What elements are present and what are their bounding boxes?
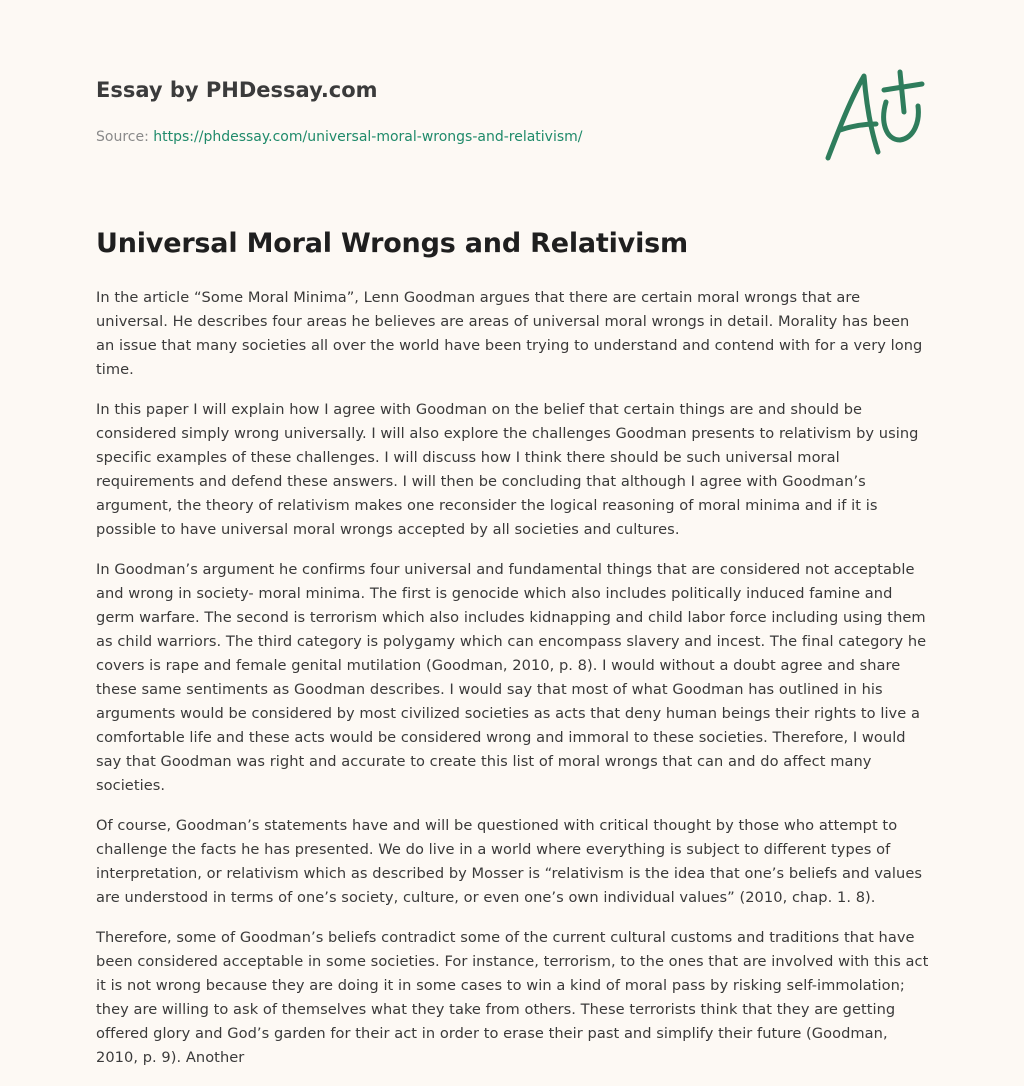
- source-link[interactable]: https://phdessay.com/universal-moral-wrongs-and-relativism/: [153, 129, 583, 145]
- essay-paragraph: In Goodman’s argument he confirms four universal and fundamental things that are considered not acceptable and wrong in society- moral minima. The first is genocide which also includes politically induced famine and germ warfare. The second is terrorism which also includes kidnapping and child labor force including using them as child warriors. The third category is polygamy which can encompass slavery and incest. The final category he covers is rape and female genital mutilation (Goodman, 2010, p. 8). I would without a doubt agree and share these same sentiments as Goodman describes. I would say that most of what Goodman has outlined in his arguments would be considered by most civilized societies as acts that deny human beings their rights to live a comfortable life and these acts would be considered wrong and immoral to these societies. Therefore, I would say that Goodman was right and accurate to create this list of moral wrongs that can and do affect many societies.: [96, 561, 927, 794]
- essay-body: [96, 286, 932, 1086]
- essay-paragraph: Therefore, some of Goodman’s beliefs contradict some of the current cultural customs and traditions that have been considered acceptable in some societies. For instance, terrorism, to the ones that are involved with this act it is not wrong because they are doing it in some cases to win a kind of moral pass by risking self-immolation; they are willing to ask of themselves what they take from others. These terrorists think that they are getting offered glory and God’s garden for their act in order to erase their past and simplify their future (Goodman, 2010, p. 9). Another: [96, 929, 929, 1066]
- essay-paragraph: In this paper I will explain how I agree with Goodman on the belief that certain things are and should be considered simply wrong universally. I will also explore the challenges Goodman presents to relativism by using specific examples of these challenges. I will discuss how I think there should be such universal moral requirements and defend these answers. I will then be concluding that although I agree with Goodman’s argument, the theory of relativism makes one reconsider the logical reasoning of moral minima and if it is possible to have universal moral wrongs accepted by all societies and cultures.: [96, 401, 919, 538]
- page-header: [96, 76, 796, 147]
- a-plus-logo: [820, 66, 930, 166]
- essay-title: Universal Moral Wrongs and Relativism: [96, 228, 688, 259]
- source-line: [96, 127, 796, 147]
- source-label: Source:: [96, 129, 149, 145]
- essay-paragraph: In the article “Some Moral Minima”, Lenn Goodman argues that there are certain moral wrongs that are universal. He describes four areas he believes are areas of universal moral wrongs in detail. Morality has been an issue that many societies all over the world have been trying to understand and contend with for a very long time.: [96, 289, 923, 378]
- site-title: Essay by PHDessay.com: [96, 78, 378, 102]
- essay-paragraph: Of course, Goodman’s statements have and will be questioned with critical thought by those who attempt to challenge the facts he has presented. We do live in a world where everything is subject to different types of interpretation, or relativism which as described by Mosser is “relativism is the idea that one’s beliefs and values are understood in terms of one’s society, culture, or even one’s own individual values” (2010, chap. 1. 8).: [96, 817, 922, 906]
